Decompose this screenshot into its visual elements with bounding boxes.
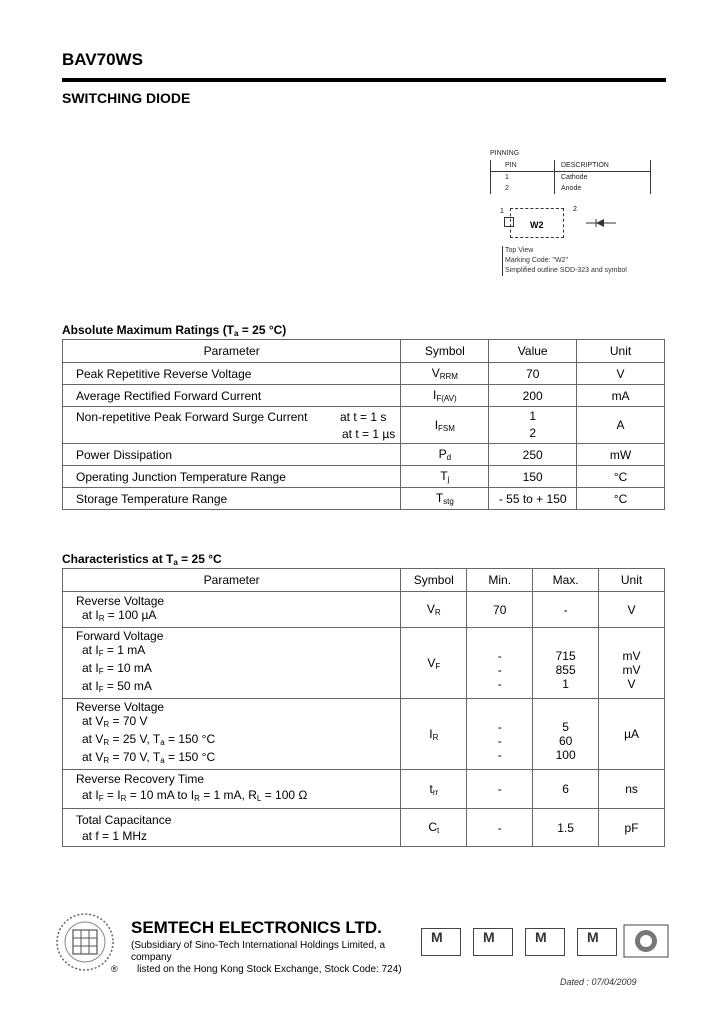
abs-ratings-table [62, 339, 665, 510]
value-cell: 200 [489, 385, 577, 407]
unit-cell: °C [577, 466, 665, 488]
unit-cell: mA [577, 385, 665, 407]
param-cell: Reverse Voltage at $V_R = 70$ V at $V_R = 25$ V, $T_a = 150$ °C at $V_R = 70$ V, $T_a = 150$ °C [63, 699, 401, 770]
unit-cell: ns [599, 770, 665, 809]
package-notes [502, 246, 627, 276]
symbol-cell: $I_{FSM}$ [401, 407, 489, 444]
table-row [63, 385, 665, 407]
column-header: Value [489, 340, 577, 363]
desc-header: DESCRIPTION [555, 160, 651, 172]
package-note: Top View [505, 247, 534, 254]
param-cell: Reverse Voltage at $I_R = 100$ µA [63, 592, 401, 628]
characteristics-table [62, 568, 665, 847]
column-header: Parameter [63, 340, 401, 363]
unit-cell: V [599, 592, 665, 628]
diode-symbol-icon [586, 216, 616, 230]
table-row [63, 628, 665, 699]
dated-stamp: Dated : 07/04/2009 [560, 977, 637, 987]
symbol-cell: $t_{rr}$ [401, 770, 467, 809]
certification-badge-icon: M [417, 920, 463, 960]
param-cell: Operating Junction Temperature Range [63, 466, 401, 488]
unit-cell: µA [599, 699, 665, 770]
page-subtitle: SWITCHING DIODE [62, 90, 191, 106]
table-row [63, 488, 665, 510]
max-cell: 1.5 [533, 809, 599, 847]
package-diagram [490, 198, 650, 278]
symbol-cell: $P_d$ [401, 444, 489, 466]
value-cell: - 55 to + 150 [489, 488, 577, 510]
table-row [63, 444, 665, 466]
pin-description: Anode [555, 183, 651, 194]
column-header: Unit [577, 340, 665, 363]
certification-logos [417, 920, 670, 960]
table-row [63, 770, 665, 809]
pin-number: 1 [491, 172, 555, 184]
column-header: Max. [533, 569, 599, 592]
table-header-row [63, 569, 665, 592]
symbol-cell: $V_R$ [401, 592, 467, 628]
value-cell: 70 [489, 363, 577, 385]
pin-description: Cathode [555, 172, 651, 184]
company-name: SEMTECH ELECTRONICS LTD. [131, 918, 382, 937]
package-pin2-label: 2 [573, 206, 577, 213]
param-cell: Average Rectified Forward Current [63, 385, 401, 407]
value-cell: 250 [489, 444, 577, 466]
param-cell: Non-repetitive Peak Forward Surge Current at t = 1 s at t = 1 µs [63, 407, 401, 444]
package-note: Marking Code: "W2" [505, 257, 568, 264]
max-cell: 6 [533, 770, 599, 809]
max-cell: 5 60 100 [533, 699, 599, 770]
unit-cell: A [577, 407, 665, 444]
company-logo-icon [55, 912, 115, 972]
package-note: Simplified outline SOD-323 and symbol [505, 267, 627, 274]
table-header-row [63, 340, 665, 363]
table-row [63, 592, 665, 628]
max-cell: - [533, 592, 599, 628]
column-header: Parameter [63, 569, 401, 592]
symbol-cell: $V_{RRM}$ [401, 363, 489, 385]
pinning-block [490, 150, 690, 194]
value-cell: 150 [489, 466, 577, 488]
table-row [63, 466, 665, 488]
symbol-cell: $T_{stg}$ [401, 488, 489, 510]
unit-cell: °C [577, 488, 665, 510]
pin-header: PIN [491, 160, 555, 172]
certification-badge-icon: M [469, 920, 515, 960]
param-cell: Reverse Recovery Time at $I_F = I_R = 10$ mA to $I_R = 1$ mA, $R_L = 100$ Ω [63, 770, 401, 809]
pinning-table [490, 160, 651, 194]
min-cell: 70 [467, 592, 533, 628]
column-header: Symbol [401, 569, 467, 592]
param-cell: Power Dissipation [63, 444, 401, 466]
package-pin1-label: 1 [500, 208, 504, 215]
condition-text: at t = 1 s [340, 410, 387, 424]
min-cell: - [467, 809, 533, 847]
param-cell: Peak Repetitive Reverse Voltage [63, 363, 401, 385]
characteristics-title: Characteristics at $T_a = 25$ °C [62, 552, 222, 567]
title-divider [62, 78, 666, 82]
table-row [63, 363, 665, 385]
package-marking: W2 [530, 220, 544, 230]
symbol-cell: $V_F$ [401, 628, 467, 699]
min-cell: - [467, 770, 533, 809]
sgs-logo-icon [623, 924, 669, 958]
condition-text: at t = 1 µs [342, 427, 396, 441]
pinning-heading: PINNING [490, 150, 520, 157]
max-cell: 715 855 1 [533, 628, 599, 699]
abs-ratings-title: Absolute Maximum Ratings ($T_a = 25$ °C) [62, 323, 287, 338]
symbol-cell: $I_{F(AV)}$ [401, 385, 489, 407]
column-header: Symbol [401, 340, 489, 363]
registered-mark: ® [111, 964, 118, 974]
certification-badge-icon: M [521, 920, 567, 960]
page-title: BAV70WS [62, 50, 143, 69]
symbol-cell: $T_j$ [401, 466, 489, 488]
min-cell: - - - [467, 628, 533, 699]
param-cell: Forward Voltage at $I_F = 1$ mA at $I_F = 10$ mA at $I_F = 50$ mA [63, 628, 401, 699]
symbol-cell: $I_R$ [401, 699, 467, 770]
column-header: Min. [467, 569, 533, 592]
column-header: Unit [599, 569, 665, 592]
unit-cell: V [577, 363, 665, 385]
min-cell: - - - [467, 699, 533, 770]
unit-cell: pF [599, 809, 665, 847]
param-cell: Total Capacitance at f = 1 MHz [63, 809, 401, 847]
company-subsidiary-note: (Subsidiary of Sino-Tech International Holdings Limited, a company listed on the Hong Kong Stock Exchange, Stock Code: 724) [131, 940, 402, 975]
value-cell: 1 2 [489, 407, 577, 444]
table-row [63, 809, 665, 847]
unit-cell: mW [577, 444, 665, 466]
table-row [63, 699, 665, 770]
table-row [63, 407, 665, 444]
symbol-cell: $C_t$ [401, 809, 467, 847]
certification-badge-icon: M [573, 920, 619, 960]
pin-number: 2 [491, 183, 555, 194]
param-cell: Storage Temperature Range [63, 488, 401, 510]
unit-cell: mV mV V [599, 628, 665, 699]
